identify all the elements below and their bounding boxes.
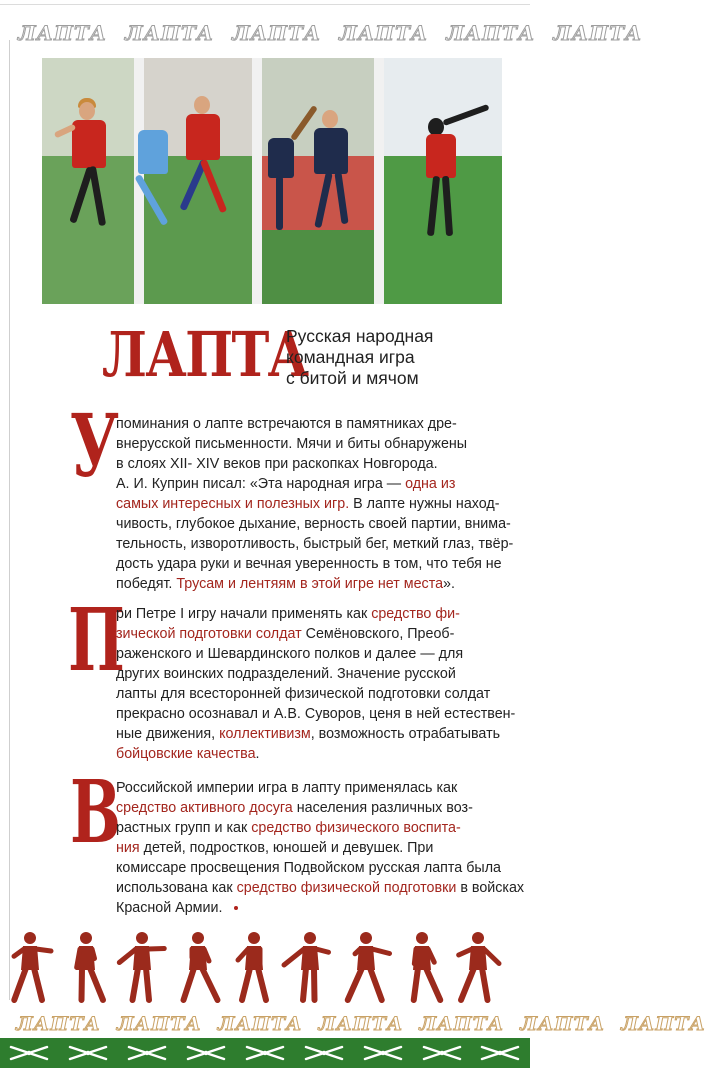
text-run: лапты для всесторонней физической подготовки солдат (116, 686, 491, 702)
text-run: дость удара руки и вечная уверенность в том, что тебя не (116, 556, 502, 572)
crossed-bats-icon (245, 1045, 285, 1061)
player-silhouettes-row (10, 930, 520, 1005)
player-silhouette-icon (458, 930, 498, 1002)
paragraph-line (116, 878, 525, 898)
paragraph-line (116, 644, 478, 664)
header-ornament-strip (0, 14, 643, 52)
crossed-bats-icon (480, 1045, 520, 1061)
text-run: Красной Армии. (116, 900, 223, 916)
player-silhouette-icon (234, 930, 274, 1002)
ornament-word: ЛАПТА (16, 1013, 101, 1035)
paragraph-line (116, 704, 516, 724)
text-run: комиссаре просвещения Подвойском русская лапта была (116, 860, 501, 876)
ornament-word: ЛАПТА (318, 1013, 404, 1035)
ornament-word: ЛАПТА (621, 1013, 706, 1035)
text-run: ». (443, 576, 455, 592)
player-silhouette-icon (178, 930, 218, 1002)
highlighted-text: ния (116, 840, 140, 856)
dropcap-u: У (70, 396, 119, 497)
paragraph-peter (116, 604, 516, 764)
text-run: растных групп и как (116, 820, 252, 836)
highlighted-text: бойцовские качества (116, 746, 256, 762)
left-margin-rule (9, 40, 10, 1000)
crossed-bats-icon (304, 1045, 344, 1061)
text-run: использована как (116, 880, 237, 896)
text-run: В лапте нужны наход- (349, 496, 500, 512)
text-run: поминания о лапте встречаются в памятниках дре- (116, 416, 457, 432)
crossed-bats-icon (127, 1045, 167, 1061)
text-run: . (255, 746, 260, 762)
paragraph-line (116, 818, 478, 838)
text-run: детей, подростков, юношей и девушек. При (139, 840, 434, 856)
paragraph-line (116, 724, 501, 744)
text-run: ные движения, (116, 726, 220, 742)
text-run: внерусской письменности. Мячи и биты обнаружены (116, 436, 468, 452)
text-run: других воинских подразделений. Значение русской (116, 666, 456, 682)
text-run: А. И. Куприн писал: «Эта народная игра — (116, 476, 406, 492)
paragraph-line (116, 624, 478, 644)
crossed-bats-icon (9, 1045, 49, 1061)
highlighted-text: коллективизм (219, 726, 311, 742)
paragraph-line (116, 744, 478, 764)
crossed-bats-icon (186, 1045, 226, 1061)
highlighted-text: средство активного досуга (116, 800, 293, 816)
photo-male-runner (144, 58, 252, 304)
highlighted-text: средство фи- (371, 606, 460, 622)
paragraph-line (116, 414, 478, 434)
ornament-word: ЛАПТА (419, 1013, 505, 1035)
paragraph-line (116, 798, 478, 818)
highlighted-text: средство физической подготовки (236, 880, 457, 896)
photo-collage (42, 58, 502, 304)
ornament-word: ЛАПТА (125, 21, 215, 45)
paragraph-line (116, 664, 478, 684)
ornament-word: ЛАПТА (339, 21, 429, 45)
paragraph-line (116, 554, 502, 574)
subtitle-line: командная игра (286, 347, 415, 367)
paragraph-line (116, 858, 501, 878)
ornament-word: ЛАПТА (553, 21, 643, 45)
paragraph-line (116, 574, 478, 594)
paragraph-line (116, 494, 500, 514)
paragraph-line (116, 514, 511, 534)
text-run: победят. (116, 576, 177, 592)
crossed-bats-icon (68, 1045, 108, 1061)
text-run: Российской империи игра в лапту применялась как (116, 780, 458, 796)
page-title: ЛАПТА (102, 318, 308, 391)
paragraph-empire (116, 778, 525, 918)
ornament-word: ЛАПТА (116, 1013, 202, 1035)
page-subtitle (286, 326, 433, 389)
player-silhouette-icon (290, 930, 330, 1002)
dropcap-v: В (70, 762, 121, 863)
paragraph-line (116, 684, 491, 704)
crossed-bats-icon (422, 1045, 462, 1061)
ornament-word: ЛАПТА (232, 21, 322, 45)
footer-bottom-margin (0, 1068, 530, 1080)
subtitle-line: с битой и мячом (286, 368, 419, 388)
player-silhouette-icon (402, 930, 442, 1002)
paragraph-line (116, 898, 478, 918)
text-run: , возможность отрабатывать (310, 726, 501, 742)
photo-male-batter (262, 58, 374, 304)
text-run: тельность, изворотливость, быстрый бег, меткий глаз, твёр- (116, 536, 514, 552)
highlighted-text: зической подготовки солдат (116, 626, 302, 642)
paragraph-line (116, 534, 514, 554)
paragraph-line (116, 838, 478, 858)
text-run: в войсках (456, 880, 525, 896)
paragraph-line (116, 474, 478, 494)
text-run: ри Петре I игру начали применять как (116, 606, 372, 622)
player-silhouette-icon (346, 930, 386, 1002)
highlighted-text: самых интересных и полезных игр. (116, 496, 350, 512)
player-silhouette-icon (122, 930, 162, 1002)
footer-ornament-strip (0, 1008, 706, 1040)
text-run: раженского и Шевардинского полков и далее — для (116, 646, 464, 662)
paragraph-history (116, 414, 514, 594)
highlighted-text: Трусам и лентяям в этой игре нет места (176, 576, 444, 592)
text-run: чивость, глубокое дыхание, верность своей партии, внима- (116, 516, 511, 532)
footer-green-band (0, 1038, 530, 1068)
ornament-word: ЛАПТА (446, 21, 536, 45)
highlighted-text: одна из (405, 476, 456, 492)
ornament-word: ЛАПТА (520, 1013, 606, 1035)
paragraph-line (116, 454, 478, 474)
crossed-bats-icon (363, 1045, 403, 1061)
player-silhouette-icon (10, 930, 50, 1002)
dropcap-p: П (68, 590, 125, 691)
top-border-line (0, 4, 530, 5)
ornament-word: ЛАПТА (18, 21, 108, 45)
photo-female-batter (42, 58, 134, 304)
text-run: населения различных воз- (292, 800, 473, 816)
player-silhouette-icon (66, 930, 106, 1002)
text-run: прекрасно осознавал и А.В. Суворов, ценя в ней естествен- (116, 706, 516, 722)
paragraph-line (116, 434, 478, 454)
paragraph-line (116, 778, 478, 798)
paragraph-line (116, 604, 478, 624)
highlighted-text: средство физического воспита- (251, 820, 461, 836)
ornament-dot (234, 906, 238, 910)
photo-female-hitter (384, 58, 502, 304)
ornament-word: ЛАПТА (217, 1013, 303, 1035)
text-run: в слоях XII- XIV веков при раскопках Новгорода. (116, 456, 438, 472)
subtitle-line: Русская народная (286, 326, 434, 346)
text-run: Семёновского, Преоб- (301, 626, 455, 642)
